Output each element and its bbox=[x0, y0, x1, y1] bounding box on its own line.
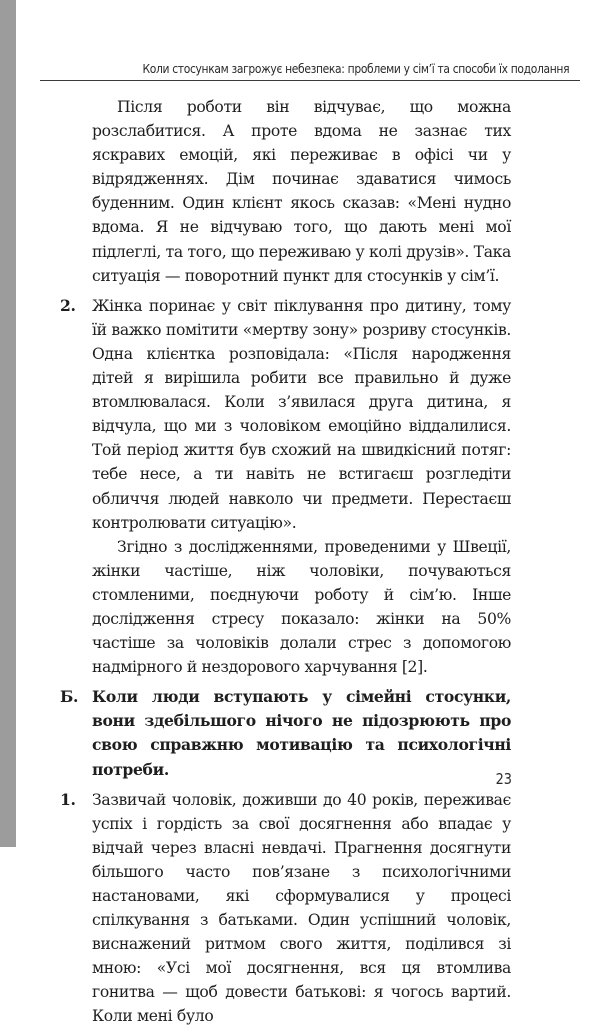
section-b bbox=[60, 685, 511, 781]
running-header bbox=[40, 56, 580, 81]
list-item-2-text: Жінка поринає у світ піклування про дитину, тому їй важко помітити «мертву зону» розриву стосунків. Одна клієнтка розповідала: «Після народження дітей я вирішила робити все правильно й дуже втомлювалася. Коли з’явилася друга дитина, я відчула, що ми з чоловіком емоційно віддалилися. Той період життя був схожий на швидкісний потяг: тебе несе, а ти навіть не встигаєш розгледіти обличчя людей навколо чи предмети. Перестаєш контролювати ситуацію». bbox=[92, 296, 511, 532]
page-number: 23 bbox=[495, 770, 512, 788]
side-bar bbox=[0, 0, 16, 847]
list-marker-2: 2. bbox=[60, 295, 76, 315]
running-title: Коли стосункам загрожує небезпека: проблеми у сім’ї та способи їх подолання bbox=[142, 61, 569, 76]
page-body bbox=[60, 95, 511, 1029]
section-b-marker: Б. bbox=[60, 687, 79, 707]
list-item-1 bbox=[60, 788, 511, 1029]
section-b-text: Коли люди вступають у сімейні стосунки, вони здебільшого нічого не підозрюють про свою справжню мотивацію та психологічні потреби. bbox=[92, 687, 511, 779]
paragraph-2: Згідно з дослідженнями, проведеними у Швеції, жінки частіше, ніж чоловіки, почуваються стомленими, поєднуючи роботу й сім’ю. Інше дослідження стресу показало: жінки на 50% частіше за чоловіків долали стрес з допомогою надмірного й нездорового харчування [2]. bbox=[92, 537, 511, 677]
paragraph-1: Після роботи він відчуває, що можна розслабитися. А проте вдома не зазнає тих яскравих емоцій, які переживає в офісі чи у відрядженнях. Дім починає здаватися чимось буденним. Один клієнт якось сказав: «Мені нудно вдома. Я не відчуваю того, що дають мені мої підлеглі, та того, що переживаю у колі друзів». Така ситуація — поворотний пункт для стосунків у сім’ї. bbox=[92, 98, 511, 285]
list-item-1-text: Зазвичай чоловік, доживши до 40 років, переживає успіх і гордість за свої досягнення або впадає у відчай через власні невдачі. Прагнення досягнути більшого часто пов’язане з психологічними настановами, які сформувалися у процесі спілкування з батьками. Один успішний чоловік, виснажений ритмом свого життя, поділився зі мною: «Усі мої досягнення, вся ця втомлива гонитва — щоб довести батькові: я чогось вартий. Коли мені було bbox=[92, 790, 511, 1026]
list-marker-1: 1. bbox=[60, 789, 76, 809]
list-item-2 bbox=[60, 294, 511, 535]
